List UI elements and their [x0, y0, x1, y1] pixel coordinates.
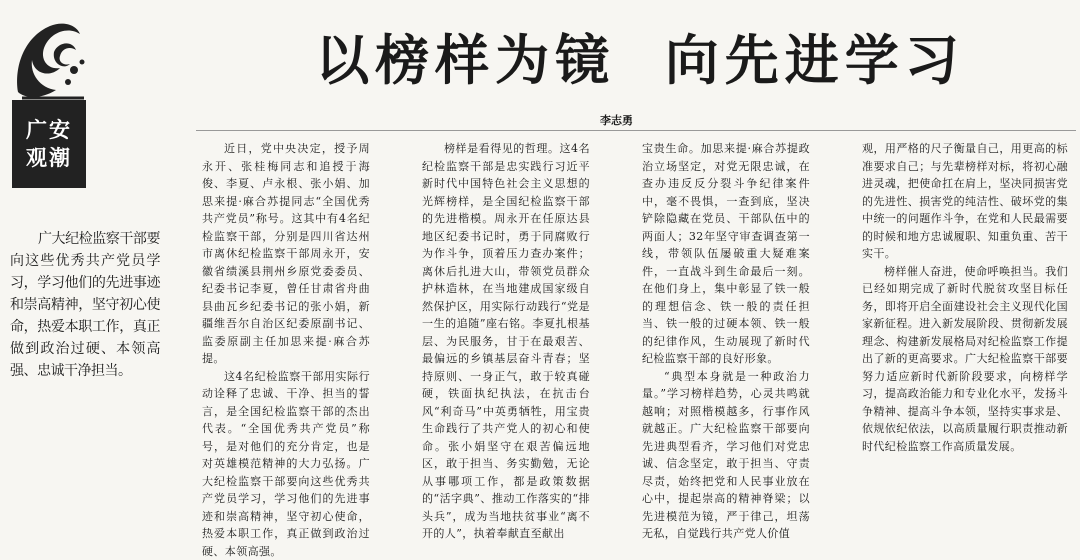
article-summary: 广大纪检监察干部要向这些优秀共产党员学习，学习他们的先进事迹和崇高精神，坚守初心使命，热爱本职工作，真正做到政治过硬、本领高强、忠诚干净担当。	[10, 228, 160, 382]
article-author: 李志勇	[600, 112, 633, 128]
column-name-line2: 观潮	[26, 144, 72, 172]
body-paragraph: “典型本身就是一种政治力量。”学习榜样趋势，心灵共鸣就越响；对照楷模越多，行事作风就越正。广大纪检监察干部要向先进典型看齐，学习他们对党忠诚、信念坚定，敢于担当、守责尽责，始终把党和人民事业放在心中，提起崇高的精神脊梁；以先进模范为镜，严于律己，坦荡无私，自觉践行共产党人价值	[642, 368, 810, 543]
body-paragraph: 榜样是看得见的哲理。这4名纪检监察干部是忠实践行习近平新时代中国特色社会主义思想的光辉榜样，是全国纪检监察干部的先进楷模。周永开在任原达县地区纪委书记时，勇于同腐败行为作斗争，顶着压力查办案件；离休后扎进大山，带领党员群众护林造林，在当地建成国家级自然保护区，用实际行动践行“党是一生的追随”座右铭。李夏扎根基层、为民服务，甘于在最艰苦、最偏远的乡镇基层奋斗青春；坚持原则、一身正气，敢于较真碰硬，铁面执纪执法，在抗击台风“利奇马”中英勇牺牲，用宝贵生命践行了共产党人的初心和使命。张小娟坚守在艰苦偏远地区，敢于担当、务实勤勉，无论从事哪项工作，都是政策数据的“活字典”、推动工作落实的“排头兵”，成为当地扶贫事业“离不开的人”，执着奉献直至献出	[422, 140, 590, 543]
body-paragraph: 这4名纪检监察干部用实际行动诠释了忠诚、干净、担当的誓言，是全国纪检监察干部的杰出代表。“全国优秀共产党员”称号，是对他们的充分肯定，也是对英雄模范精神的大力弘扬。广大纪检监察干部要向这些优秀共产党员学习，学习他们的先进事迹和崇高精神，坚守初心使命，热爱本职工作，真正做到政治过硬、本领高强。	[202, 368, 370, 560]
article-column-1	[202, 140, 370, 490]
column-name-line1: 广安	[26, 116, 72, 144]
body-paragraph: 近日，党中央决定，授予周永开、张桂梅同志和追授于海俊、李夏、卢永根、张小娟、加思来提·麻合苏提同志“全国优秀共产党员”称号。这其中有4名纪检监察干部，分别是四川省达州市离休纪检监察干部周永开，安徽省绩溪县荆州乡原党委委员、纪委书记李夏，曾任甘肃省舟曲县曲瓦乡纪委书记的张小娟，新疆维吾尔自治区纪委原副书记、监委原副主任加思来提·麻合苏提。	[202, 140, 370, 368]
article-headline: 以榜样为镜 向先进学习	[230, 18, 1050, 95]
header-divider	[196, 130, 1076, 131]
body-paragraph: 宝贵生命。加思来提·麻合苏提政治立场坚定，对党无限忠诚，在查办违反反分裂斗争纪律案件中，毫不畏惧，一查到底，坚决铲除隐藏在党员、干部队伍中的两面人；32年坚守审查调查第一线，带领队伍屡破重大疑难案件，一直战斗到生命最后一刻。在他们身上，集中彰显了铁一般的理想信念、铁一般的责任担当、铁一般的过硬本领、铁一般的纪律作风，生动展现了新时代纪检监察干部的良好形象。	[642, 140, 810, 368]
body-paragraph: 观，用严格的尺子衡量自己，用更高的标准要求自己；与先辈榜样对标，将初心融进灵魂，把使命扛在肩上，坚决同损害党的先进性、损害党的纯洁性、破坏党的集中统一的问题作斗争，在党和人民最需要的时候和地方忠诚履职、知重负重、苦干实干。	[862, 140, 1068, 263]
article-column-2	[422, 140, 590, 490]
wave-logo-icon	[10, 12, 90, 104]
column-name-badge	[12, 100, 86, 188]
article-column-4	[862, 140, 1068, 490]
column-logo	[10, 12, 90, 112]
body-paragraph: 榜样催人奋进，使命呼唤担当。我们已经如期完成了新时代脱贫攻坚目标任务，即将开启全面建设社会主义现代化国家新征程。进入新发展阶段、贯彻新发展理念、构建新发展格局对纪检监察工作提出了新的更高要求。广大纪检监察干部要努力适应新时代新阶段要求，向榜样学习，提高政治能力和专业化水平，发扬斗争精神、提高斗争本领，坚持实事求是、依规依纪依法，以高质量履行职责推动新时代纪检监察工作高质量发展。	[862, 263, 1068, 456]
article-column-3	[642, 140, 810, 490]
